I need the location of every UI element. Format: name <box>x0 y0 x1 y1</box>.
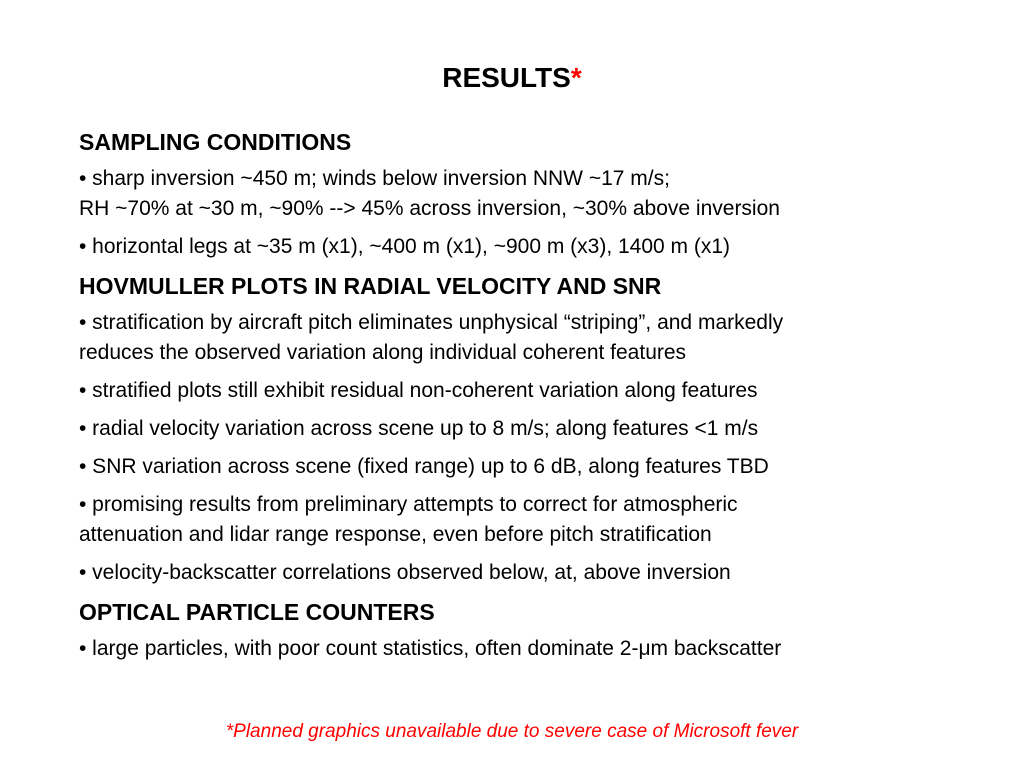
bullet-line: attenuation and lidar range response, even before pitch stratification <box>79 523 712 546</box>
bullet-line: RH ~70% at ~30 m, ~90% --> 45% across inversion, ~30% above inversion <box>79 197 780 220</box>
bullet-line: • promising results from preliminary attempts to correct for atmospheric <box>79 493 738 516</box>
bullet-item <box>79 414 999 444</box>
slide-title <box>0 58 1024 98</box>
bullet-line: • stratified plots still exhibit residual non-coherent variation along features <box>79 379 758 402</box>
bullet-item <box>79 376 999 406</box>
bullet-item <box>79 308 999 368</box>
slide-title-text: RESULTS <box>442 62 571 93</box>
bullet-item <box>79 452 999 482</box>
section-heading-sampling-conditions: SAMPLING CONDITIONS <box>79 129 352 155</box>
bullet-line: reduces the observed variation along individual coherent features <box>79 341 687 364</box>
bullet-item <box>79 634 999 664</box>
bullet-line: • sharp inversion ~450 m; winds below inversion NNW ~17 m/s; <box>79 167 670 190</box>
bullet-line: • stratification by aircraft pitch eliminates unphysical “striping”, and markedly <box>79 311 784 334</box>
bullet-line: • large particles, with poor count statistics, often dominate 2-μm backscatter <box>79 637 782 660</box>
footnote: *Planned graphics unavailable due to severe case of Microsoft fever <box>225 721 799 742</box>
bullet-line: • velocity-backscatter correlations observed below, at, above inversion <box>79 561 731 584</box>
bullet-item <box>79 558 999 588</box>
title-asterisk: * <box>570 62 582 93</box>
bullet-item <box>79 232 999 262</box>
slide-content <box>79 126 999 672</box>
bullet-line: • SNR variation across scene (fixed range) up to 6 dB, along features TBD <box>79 455 769 478</box>
bullet-item <box>79 490 999 550</box>
section-heading-hovmuller-plots: HOVMULLER PLOTS IN RADIAL VELOCITY AND SNR <box>79 273 662 299</box>
bullet-line: • radial velocity variation across scene up to 8 m/s; along features <1 m/s <box>79 417 759 440</box>
section-heading-optical-particle-counters: OPTICAL PARTICLE COUNTERS <box>79 599 435 625</box>
bullet-item <box>79 164 999 224</box>
bullet-line: • horizontal legs at ~35 m (x1), ~400 m (x1), ~900 m (x3), 1400 m (x1) <box>79 235 731 258</box>
